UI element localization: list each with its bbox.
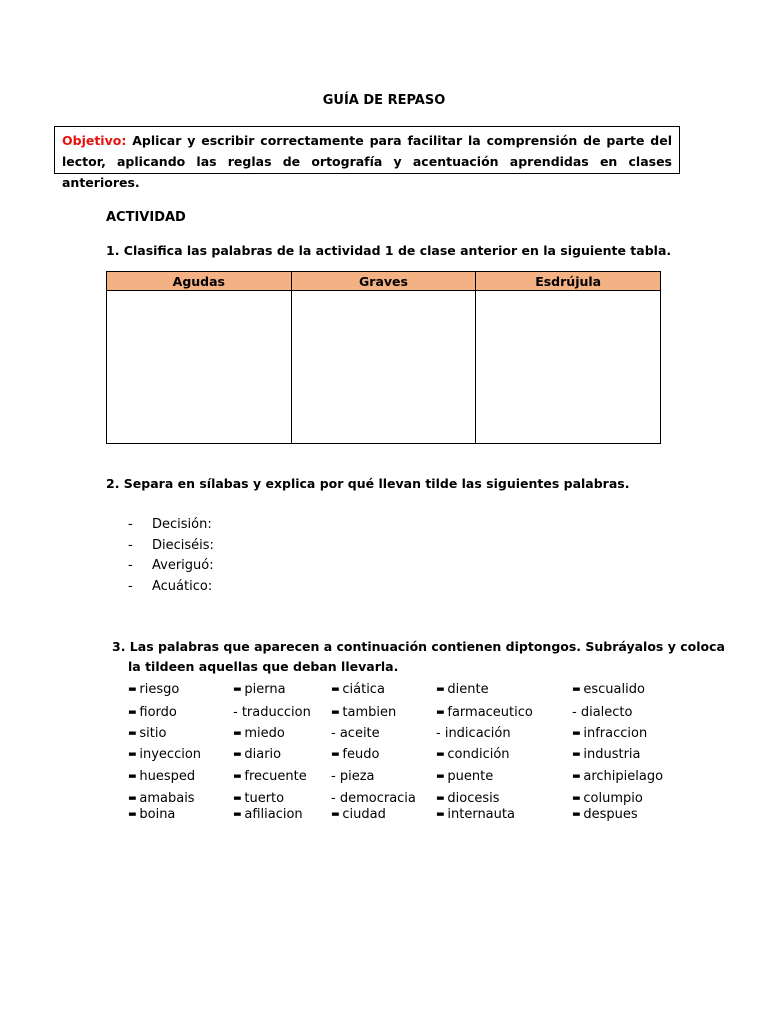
word-text: huesped (139, 769, 196, 784)
classification-table (106, 271, 661, 444)
dash-marker: - (331, 769, 340, 784)
column-header-agudas: Agudas (107, 272, 292, 291)
bullet-icon: ▬ (436, 809, 448, 820)
word-text: aceite (339, 726, 380, 741)
bullet-icon: ▬ (233, 684, 245, 695)
word-item (572, 791, 643, 806)
bullet-icon: ▬ (233, 793, 245, 804)
word-text: tambien (342, 705, 397, 720)
bullet-icon: ▬ (128, 707, 140, 718)
word-text: inyeccion (139, 747, 202, 762)
bullet-icon: ▬ (233, 728, 245, 739)
word-text: escualido (583, 682, 645, 697)
word-text: miedo (244, 726, 285, 741)
word-item (331, 807, 386, 822)
word-item (233, 791, 284, 806)
word-item (233, 807, 303, 822)
word-item (436, 807, 515, 822)
bullet-icon: ▬ (128, 728, 140, 739)
word-item (128, 726, 166, 741)
word-item (572, 705, 632, 720)
list-item: - Averiguó: (128, 558, 214, 573)
word-text: riesgo (139, 682, 180, 697)
bullet-icon: ▬ (572, 684, 584, 695)
column-header-graves: Graves (291, 272, 476, 291)
word-item (331, 791, 416, 806)
cell-agudas[interactable] (107, 291, 292, 444)
word-text: ciática (342, 682, 385, 697)
cell-graves[interactable] (291, 291, 476, 444)
word-item (233, 705, 311, 720)
word-text: infraccion (583, 726, 648, 741)
bullet-icon: ▬ (331, 707, 343, 718)
bullet-icon: ▬ (436, 707, 448, 718)
word-text: archipielago (583, 769, 664, 784)
bullet-icon: ▬ (436, 771, 448, 782)
word-text: boina (139, 807, 176, 822)
bullet-icon: ▬ (128, 809, 140, 820)
word-text: afiliacion (244, 807, 303, 822)
word-item (128, 769, 195, 784)
word-item (331, 747, 379, 762)
objective-text: Aplicar y escribir correctamente para facilitar la comprensión de parte del lector, aplicando las reglas de ortografía y acentuación aprendidas en clases anteriores. (62, 133, 672, 190)
word-item (128, 807, 175, 822)
bullet-icon: ▬ (572, 809, 584, 820)
word-item (331, 682, 385, 697)
word-text: indicación (444, 726, 511, 741)
word-text: fiordo (139, 705, 177, 720)
cell-esdrujula[interactable] (476, 291, 661, 444)
objective-box (54, 126, 680, 190)
bullet-icon: ▬ (572, 728, 584, 739)
word-text: diente (447, 682, 489, 697)
activity-heading: ACTIVIDAD (106, 210, 186, 225)
word-item (331, 705, 396, 720)
bullet-icon: ▬ (572, 771, 584, 782)
word-item (128, 791, 195, 806)
word-text: pierna (244, 682, 286, 697)
dash-marker: - (331, 791, 340, 806)
word-text: condición (447, 747, 510, 762)
word-text: internauta (447, 807, 515, 822)
word-text: ciudad (342, 807, 386, 822)
bullet-icon: ▬ (233, 809, 245, 820)
word-text: feudo (342, 747, 380, 762)
word-item (572, 726, 647, 741)
list-item: - Acuático: (128, 578, 213, 594)
word-item (233, 726, 285, 741)
word-text: dialecto (580, 705, 633, 720)
word-text: despues (583, 807, 638, 822)
word-item (572, 747, 641, 762)
word-item (436, 726, 511, 741)
dash-marker: - (572, 705, 581, 720)
word-item (233, 769, 307, 784)
word-item (436, 769, 493, 784)
bullet-icon: ▬ (233, 771, 245, 782)
word-item (436, 682, 489, 697)
word-text: diario (244, 747, 282, 762)
question-1: 1. Clasifica las palabras de la actividad 1 de clase anterior en la siguiente tabla. (106, 243, 672, 258)
word-item (331, 726, 380, 741)
word-item (572, 682, 645, 697)
word-item (233, 747, 281, 762)
bullet-icon: ▬ (233, 749, 245, 760)
word-text: traduccion (241, 705, 311, 720)
bullet-icon: ▬ (331, 809, 343, 820)
word-item (128, 705, 177, 720)
bullet-icon: ▬ (572, 793, 584, 804)
column-header-esdrujula: Esdrújula (476, 272, 661, 291)
word-item (233, 682, 286, 697)
question-3-line-1: 3. Las palabras que aparecen a continuación contienen diptongos. Subráyalos y coloca (112, 639, 725, 654)
word-text: columpio (583, 791, 643, 806)
bullet-icon: ▬ (436, 793, 448, 804)
list-item: - Decisión: (128, 517, 212, 532)
question-3-line-2: la tildeen aquellas que deban llevarla. (128, 659, 399, 674)
list-item: - Dieciséis: (128, 537, 214, 553)
bullet-icon: ▬ (128, 684, 140, 695)
page-title: GUÍA DE REPASO (322, 93, 446, 108)
word-text: amabais (139, 791, 195, 806)
dash-marker: - (331, 726, 340, 741)
bullet-icon: ▬ (128, 749, 140, 760)
word-item (572, 769, 663, 784)
word-text: industria (583, 747, 641, 762)
bullet-icon: ▬ (331, 684, 343, 695)
word-item (331, 769, 374, 784)
word-text: frecuente (244, 769, 307, 784)
bullet-icon: ▬ (331, 749, 343, 760)
bullet-icon: ▬ (128, 793, 140, 804)
objective-label: Objetivo: (62, 133, 127, 148)
bullet-icon: ▬ (436, 684, 448, 695)
word-item (128, 682, 179, 697)
syllable-list (128, 515, 214, 597)
word-text: tuerto (244, 791, 285, 806)
word-text: democracia (339, 791, 416, 806)
dash-marker: - (436, 726, 445, 741)
word-item (436, 791, 500, 806)
word-text: sitio (139, 726, 167, 741)
question-2: 2. Separa en sílabas y explica por qué llevan tilde las siguientes palabras. (106, 476, 630, 491)
word-item (572, 807, 638, 822)
word-item (436, 705, 533, 720)
dash-marker: - (233, 705, 242, 720)
bullet-icon: ▬ (572, 749, 584, 760)
word-item (128, 747, 201, 762)
word-item (436, 747, 510, 762)
bullet-icon: ▬ (128, 771, 140, 782)
word-text: diocesis (447, 791, 500, 806)
word-text: pieza (339, 769, 375, 784)
word-text: farmaceutico (447, 705, 533, 720)
bullet-icon: ▬ (436, 749, 448, 760)
word-text: puente (447, 769, 494, 784)
